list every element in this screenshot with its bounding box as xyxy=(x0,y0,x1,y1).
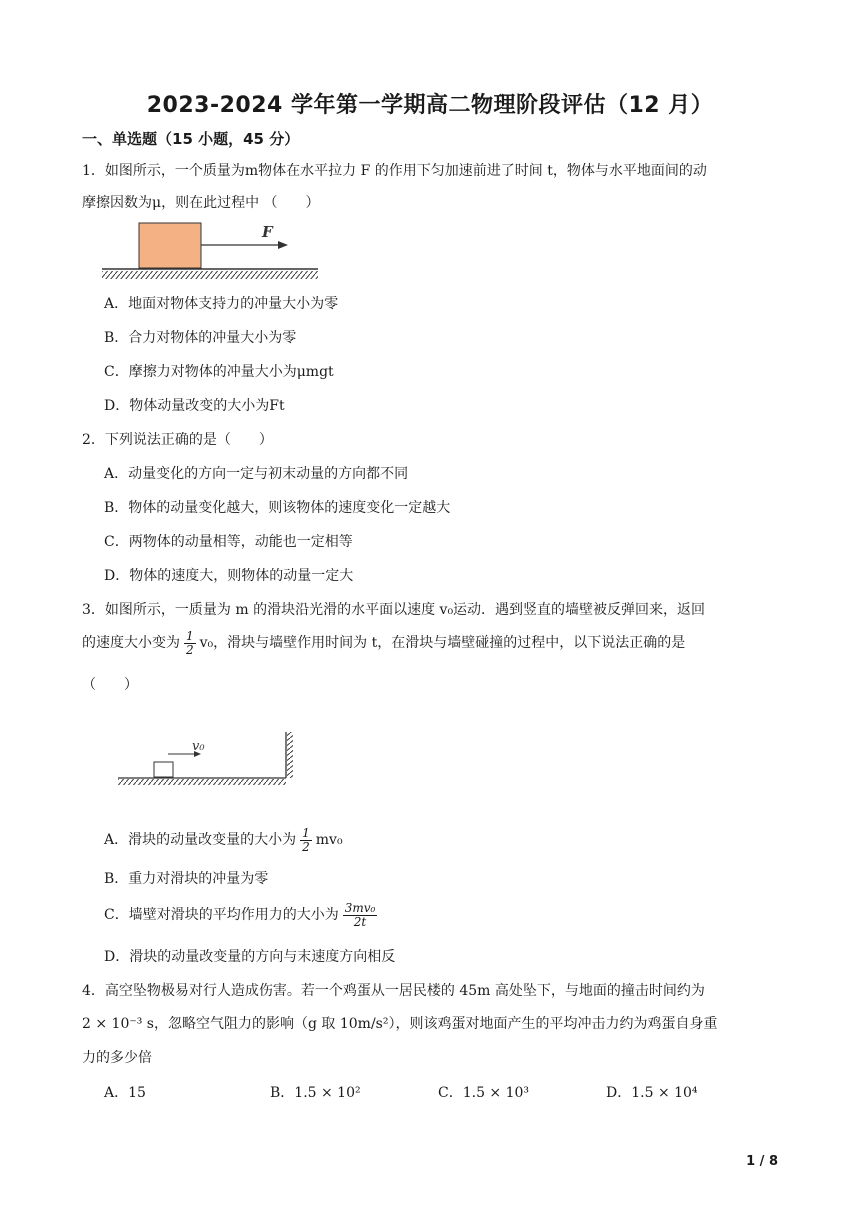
q4-option-c: C．1.5 × 10³ xyxy=(438,1085,530,1101)
q3-option-c: C．墙壁对滑块的平均作用力的大小为 $\frac{\text{3mv₀}}{2t}$ xyxy=(104,901,376,929)
q2-option-b: B．物体的动量变化越大，则该物体的速度变化一定越大 xyxy=(104,500,451,516)
q3-stem-line3: （ ） xyxy=(82,677,138,693)
velocity-label: v₀ xyxy=(192,739,205,754)
page-title: 2023-2024 学年第一学期高二物理阶段评估（12 月） xyxy=(146,93,714,118)
q4-option-a: A．15 xyxy=(104,1085,146,1101)
q3-option-a: A．滑块的动量改变量的大小为 $\frac{1}{2}$ mv₀ xyxy=(104,826,343,854)
q3-figure xyxy=(116,728,296,786)
q3-stem-line1: 3．如图所示，一质量为 m 的滑块沿光滑的水平面以速度 v₀运动．遇到竖直的墙壁被反弹回来，返回 xyxy=(82,602,706,618)
q3-option-d: D．滑块的动量改变量的方向与末速度方向相反 xyxy=(104,949,396,965)
q4-option-d: D．1.5 × 10⁴ xyxy=(606,1085,698,1101)
q4-option-b: B．1.5 × 10² xyxy=(270,1085,361,1101)
q1-stem-line2: 摩擦因数为μ，则在此过程中 （ ） xyxy=(82,195,320,211)
slider-block xyxy=(154,762,173,777)
q2-option-a: A．动量变化的方向一定与初末动量的方向都不同 xyxy=(104,466,409,482)
q2-stem: 2．下列说法正确的是（ ） xyxy=(82,432,273,448)
force-label: F xyxy=(262,223,273,241)
page-number: 1 / 8 xyxy=(746,1154,778,1169)
fraction-force: $\frac{\text{3mv₀}}{2t}$ xyxy=(344,901,376,929)
q4-stem-line1: 4．高空坠物极易对行人造成伤害。若一个鸡蛋从一居民楼的 45m 高处坠下，与地面的撞击时间约为 xyxy=(82,983,705,999)
q4-stem-line2: 2 × 10⁻³ s，忽略空气阻力的影响（g 取 10m/s²），则该鸡蛋对地面产生的平均冲击力约为鸡蛋自身重 xyxy=(82,1016,718,1032)
q1-figure xyxy=(100,220,320,284)
section-heading: 一、单选题（15 小题，45 分） xyxy=(82,130,300,148)
q1-stem-line1: 1．如图所示，一个质量为m物体在水平拉力 F 的作用下匀加速前进了时间 t，物体与水平地面间的动 xyxy=(82,163,707,179)
force-arrow-head xyxy=(278,241,288,249)
q3-stem-line2: 的速度大小变为 $\frac{1}{2}$ v₀，滑块与墙壁作用时间为 t，在滑块与墙壁碰撞的过程中，以下说法正确的是 xyxy=(82,629,686,657)
q1-option-c: C．摩擦力对物体的冲量大小为μmgt xyxy=(104,364,334,380)
q4-stem-line3: 力的多少倍 xyxy=(82,1050,152,1066)
fraction-half: $\frac{1}{2}$ xyxy=(302,826,310,854)
q2-option-c: C．两物体的动量相等，动能也一定相等 xyxy=(104,534,353,550)
fraction-half: $\frac{1}{2}$ xyxy=(186,629,194,657)
q3-option-b: B．重力对滑块的冲量为零 xyxy=(104,871,269,887)
q2-option-d: D．物体的速度大，则物体的动量一定大 xyxy=(104,568,354,584)
q1-option-d: D．物体动量改变的大小为Ft xyxy=(104,398,285,414)
block-box xyxy=(139,223,201,268)
q1-option-b: B．合力对物体的冲量大小为零 xyxy=(104,330,297,346)
q1-option-a: A．地面对物体支持力的冲量大小为零 xyxy=(104,296,339,312)
